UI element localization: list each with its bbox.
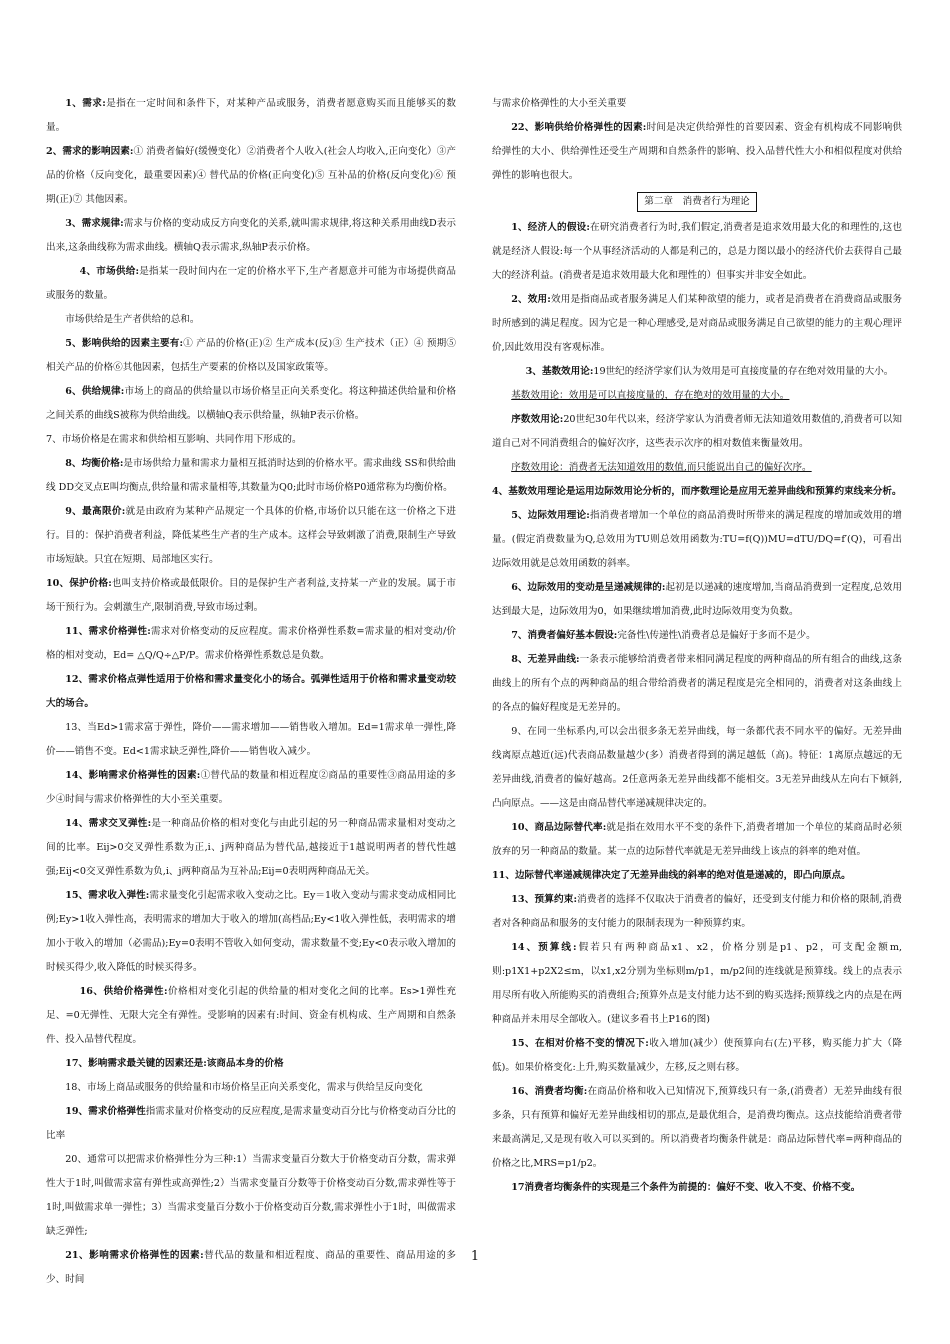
paragraph-heading: 10、保护价格: — [46, 578, 112, 589]
paragraph — [492, 288, 902, 360]
paragraph-heading: 5、影响供给的因素主要有: — [65, 338, 184, 349]
paragraph-heading: 14、预算线: — [511, 942, 577, 953]
paragraph-text: 是指在一定时间和条件下，对某种产品或服务，消费者愿意购买而且能够买的数量。 — [46, 98, 457, 133]
paragraph-text: 13、当Ed>1需求富于弹性，降价——需求增加——销售收入增加。Ed=1需求单一弹性,降价——销售不变。Ed<1需求缺乏弹性,降价——销售收入减少。 — [46, 722, 456, 757]
paragraph — [492, 360, 902, 384]
paragraph — [46, 500, 456, 572]
paragraph-text: 需求与价格的变动成反方向变化的关系,就叫需求规律,将这种关系用曲线D表示出来,这条曲线称为需求曲线。横轴Q表示需求,纵轴P表示价格。 — [46, 218, 457, 253]
paragraph — [46, 716, 456, 764]
paragraph-text: 价格相对变化引起的供给量的相对变化之间的比率。Es>1弹性充足、=0无弹性、无限大完全有弹性。受影响的因素有:时间、资金有机构成、生产周期和自然条件、投入品替代程度。 — [46, 986, 456, 1045]
paragraph-text: 是市场供给力量和需求力量相互抵消时达到的价格水平。需求曲线 SS和供给曲线 DD交叉点E叫均衡点,供给量和需求量相等,其数量为Q0;此时市场价格P0通常称为均衡价格。 — [46, 458, 456, 493]
paragraph-text: 20世纪30年代以来，经济学家认为消费者师无法知道效用数值的,消费者可以知道自己对不同消费组合的偏好次序，这些表示次序的相对数值来衡量效用。 — [492, 414, 903, 449]
paragraph — [46, 884, 456, 980]
paragraph — [492, 1176, 902, 1200]
paragraph-text: ① 消费者偏好(缓慢变化）②消费者个人收入(社会人均收入,正向变化）③产品的价格（反向变化，最重要因素)④ 替代品的价格(正向变化)⑤ 互补品的价格(反向变化)⑥ 预期(正)⑦ 其他因素。 — [46, 146, 457, 205]
paragraph-text: 指消费者增加一个单位的商品消费时所带来的满足程度的增加或效用的增量。(假定消费数量为Q,总效用为TU则总效用函数为:TU=f(Q))MU=dTU/DQ=f′(Q)，可看出边际效用就是总效用函数的斜率。 — [492, 510, 903, 569]
paragraph-text: 7、市场价格是在需求和供给相互影响、共同作用下形成的。 — [46, 434, 302, 445]
paragraph — [46, 308, 456, 332]
paragraph-text: 与需求价格弹性的大小至关重要 — [492, 98, 627, 109]
paragraph-text: 就是由政府为某种产品规定一个具体的价格,市场价以只能在这一价格之下进行。目的：保护消费者利益，降低某些生产者的生产成本。这样会导致刺激了消费,限制生产导致市场短缺。只宜在短期、局部地区实行。 — [46, 506, 456, 565]
paragraph — [46, 572, 456, 620]
paragraph — [46, 1076, 456, 1100]
paragraph-text: 需求量变化引起需求收入变动之比。Ey＝1收入变动与需求变动成相同比例;Ey>1收入弹性高，表明需求的增加大于收入的增加(高档品;Ey<1收入弹性低，表明需求的增加小于收入的增加（必需品);Ey=0表明不管收入如何变动，需求数量不变;Ey<0表示收入增加的时候买得少,收入降低的时候买得多。 — [46, 890, 456, 973]
paragraph-text: 替代品的数量和相近程度、商品的重要性、商品用途的多少、时间 — [46, 1250, 456, 1285]
paragraph — [46, 428, 456, 452]
paragraph-text: 完备性\传递性\消费者总是偏好于多而不是少。 — [617, 630, 816, 641]
paragraph — [492, 504, 902, 576]
left-column — [46, 92, 456, 1292]
paragraph-heading: 4、市场供给: — [79, 266, 140, 277]
paragraph-heading: 12、需求价格点弹性适用于价格和需求量变化小的场合。弧弹性适用于价格和需求量变动较大的场合。 — [46, 674, 456, 709]
paragraph-text: 9、在同一坐标系内,可以会出很多条无差异曲线，每一条都代表不同水平的偏好。无差异曲线离原点越近(远)代表商品数量越少(多）消费者得到的满足越低（高)。特征：1离原点越远的无差异曲线,消费者的偏好越高。2任意两条无差异曲线都不能相交。3无差异曲线从左向右下倾斜,凸向原点。——这是由商品替代率递减规律决定的。 — [492, 726, 902, 809]
paragraph — [492, 864, 902, 888]
paragraph-heading: 9、最高限价: — [65, 506, 126, 517]
paragraph-text: 指需求量对价格变动的反应程度,是需求量变动百分比与价格变动百分比的比率 — [46, 1106, 456, 1141]
paragraph — [492, 648, 902, 720]
chapter-heading: 第二章 消费者行为理论 — [637, 192, 757, 212]
paragraph-text: 也叫支持价格或最低限价。目的是保护生产者利益,支持某一产业的发展。属于市场干预行为。会刺激生产,限制消费,导致市场过剩。 — [46, 578, 456, 613]
paragraph — [492, 408, 902, 456]
paragraph — [492, 384, 902, 408]
paragraph — [492, 576, 902, 624]
paragraph — [46, 92, 456, 140]
paragraph-heading: 15、需求收入弹性: — [65, 890, 150, 901]
paragraph-heading: 序数效用论: — [511, 414, 564, 425]
paragraph-text: 19世纪的经济学家们认为效用是可直接度量的存在绝对效用量的大小。 — [593, 366, 894, 377]
paragraph-heading: 2、效用: — [511, 294, 551, 305]
paragraph-heading: 7、消费者偏好基本假设: — [511, 630, 618, 641]
paragraph-text: 市场上的商品的供给量以市场价格呈正向关系变化。将这种描述供给量和价格之间关系的曲线S被称为供给曲线。以横轴Q表示供给量，纵轴P表示价格。 — [46, 386, 457, 421]
paragraph — [492, 1032, 902, 1080]
paragraph — [46, 980, 456, 1052]
paragraph-text: 市场供给是生产者供给的总和。 — [65, 314, 200, 325]
paragraph — [46, 620, 456, 668]
paragraph — [492, 1080, 902, 1176]
paragraph — [46, 764, 456, 812]
paragraph-heading: 10、商品边际替代率: — [511, 822, 607, 833]
paragraph-heading: 3、基数效用论: — [525, 366, 594, 377]
paragraph-heading: 14、影响需求价格弹性的因素: — [65, 770, 201, 781]
paragraph — [46, 1148, 456, 1244]
paragraph-heading: 4、基数效用理论是运用边际效用论分析的，而序数理论是应用无差异曲线和预算约束线来分析。 — [492, 486, 902, 497]
paragraph-heading: 15、在相对价格不变的情况下: — [511, 1038, 649, 1049]
paragraph — [46, 140, 456, 212]
paragraph-heading: 6、边际效用的变动是呈递减规律的: — [511, 582, 666, 593]
paragraph-heading: 17消费者均衡条件的实现是三个条件为前提的：偏好不变、收入不变、价格不变。 — [511, 1182, 861, 1193]
paragraph-text: 时间是决定供给弹性的首要因素、资金有机构成不同影响供给弹性的大小、供给弹性还受生产周期和自然条件的影响、投入品替代性大小和相似程度对供给弹性的影响也很大。 — [492, 122, 902, 181]
paragraph-heading: 5、边际效用理论: — [511, 510, 590, 521]
paragraph-text: 基数效用论：效用是可以直接度量的，存在绝对的效用量的大小。 — [511, 390, 790, 401]
paragraph-text: 序数效用论：消费者无法知道效用的数值,而只能说出自己的偏好次序。 — [511, 462, 812, 473]
paragraph-text: 20、通常可以把需求价格弹性分为三种:1）当需求变量百分数大于价格变动百分数，需求弹性大于1时,叫做需求富有弹性或高弹性;2）当需求变量百分数等于价格变动百分数,需求弹性等于1时,叫做需求单一弹性；3）当需求变量百分数小于价格变动百分数,需求弹性小于1时，叫做需求缺乏弹性; — [46, 1154, 456, 1237]
paragraph-text: 消费者的选择不仅取决于消费者的偏好，还受到支付能力和价格的限制,消费者对各种商品和服务的支付能力的限制表现为一种预算约束。 — [492, 894, 902, 929]
paragraph-text: 起初是以递减的速度增加,当商品消费到一定程度,总效用达到最大是，边际效用为0，如果继续增加消费,此时边际效用变为负数。 — [492, 582, 902, 617]
paragraph-heading: 14、需求交叉弹性: — [65, 818, 152, 829]
paragraph-text: ①替代品的数量和相近程度②商品的重要性③商品用途的多少④时间与需求价格弹性的大小至关重要。 — [46, 770, 456, 805]
paragraph-text: 一条表示能够给消费者带来相同满足程度的两种商品的所有组合的曲线,这条曲线上的所有个点的两种商品的组合带给消费者的满足程度是完全相同的，消费者对这条曲线上的各点的偏好程度是无差异的。 — [492, 654, 902, 713]
paragraph — [46, 668, 456, 716]
paragraph-text: 在研究消费者行为时,我们假定,消费者是追求效用最大化的和理性的,这也就是经济人假设:每一个从事经济活动的人都是利己的，总是力图以最小的经济代价去获得自己最大的经济利益。(消费者是追求效用最大化和理性的）但事实并非安全如此。 — [492, 222, 902, 281]
chapter-heading-wrap — [492, 190, 902, 214]
paragraph — [492, 816, 902, 864]
paragraph-heading: 11、需求价格弹性: — [65, 626, 151, 637]
paragraph — [46, 212, 456, 260]
paragraph — [46, 812, 456, 884]
paragraph — [46, 380, 456, 428]
paragraph-heading: 2、需求的影响因素: — [46, 146, 134, 157]
paragraph — [492, 92, 902, 116]
paragraph-heading: 1、经济人的假设: — [511, 222, 590, 233]
paragraph — [492, 456, 902, 480]
paragraph-text: 效用是指商品或者服务满足人们某种欲望的能力，或者是消费者在消费商品或服务时所感到的满足程度。因为它是一种心理感受,是对商品或服务满足自己欲望的能力的主观心理评价,因此效用没有客观标准。 — [492, 294, 903, 353]
paragraph-heading: 19、需求价格弹性 — [65, 1106, 146, 1117]
paragraph-text: ① 产品的价格(正)② 生产成本(反)③ 生产技术（正）④ 预期⑤相关产品的价格⑥其他因素，包括生产要素的价格以及国家政策等。 — [46, 338, 457, 373]
paragraph-text: 是一种商品价格的相对变化与由此引起的另一种商品需求量相对变动之间的比率。Eij>0交叉弹性系数为正,i、j两种商品为替代品,越接近于1越说明两者的替代性越强;Eij<0交叉弹性系数为负,i、j两种商品为互补品;Eij=0表明两种商品无关。 — [46, 818, 456, 877]
right-column — [492, 92, 902, 1200]
paragraph — [492, 116, 902, 188]
paragraph-heading: 21、影响需求价格弹性的因素: — [65, 1250, 204, 1261]
paragraph — [46, 1100, 456, 1148]
paragraph-heading: 6、供给规律: — [65, 386, 125, 397]
paragraph — [492, 888, 902, 936]
paragraph-heading: 8、均衡价格: — [65, 458, 124, 469]
paragraph-text: 假若只有两种商品x1、x2，价格分别是p1、p2，可支配金额m,则:p1X1+p2X2≤m，以x1,x2分别为坐标则m/p1，m/p2间的连线就是预算线。线上的点表示用尽所有收入所能购买的消费组合;预算外点是支付能力达不到的购买选择;预算线之内的点是在两种商品并未用尽全部收入。(建议多看书上P16的图) — [492, 942, 902, 1025]
paragraph — [492, 480, 902, 504]
paragraph — [492, 216, 902, 288]
paragraph — [46, 1052, 456, 1076]
paragraph-text: 是指某一段时间内在一定的价格水平下,生产者愿意并可能为市场提供商品或服务的数量。 — [46, 266, 456, 301]
paragraph-text: 18、市场上商品或服务的供给量和市场价格呈正向关系变化，需求与供给呈反向变化 — [65, 1082, 423, 1093]
paragraph — [46, 332, 456, 380]
paragraph-heading: 3、需求规律: — [65, 218, 124, 229]
paragraph-text: 就是指在效用水平不变的条件下,消费者增加一个单位的某商品时必须放弃的另一种商品的数量。某一点的边际替代率就是无差异曲线上该点的斜率的绝对值。 — [492, 822, 902, 857]
page-number: 1 — [470, 1249, 480, 1264]
paragraph-text: 收入增加(减少）使预算向右(左)平移，购买能力扩大（降低)。如果价格变化:上升,购买数量减少，左移,反之则右移。 — [492, 1038, 902, 1073]
paragraph-heading: 16、消费者均衡: — [511, 1086, 588, 1097]
paragraph — [492, 720, 902, 816]
paragraph — [46, 452, 456, 500]
paragraph-heading: 22、影响供给价格弹性的因素: — [511, 122, 647, 133]
paragraph — [46, 260, 456, 308]
paragraph-heading: 8、无差异曲线: — [511, 654, 580, 665]
paragraph — [492, 936, 902, 1032]
paragraph-heading: 16、供给价格弹性: — [79, 986, 168, 997]
paragraph-heading: 17、影响需求最关键的因素还是:该商品本身的价格 — [65, 1058, 284, 1069]
paragraph-heading: 1、需求: — [65, 98, 106, 109]
paragraph-heading: 11、边际替代率递减规律决定了无差异曲线的斜率的绝对值是递减的，即凸向原点。 — [492, 870, 851, 881]
paragraph-heading: 13、预算约束: — [511, 894, 577, 905]
paragraph-text: 在商品价格和收入已知情况下,预算线只有一条,(消费者）无差异曲线有很多条，只有预算和偏好无差异曲线相切的那点,是最优组合，是消费均衡点。这点技能给消费者带来最高满足,又是现有收入可以买到的。所以消费者均衡条件就是：商品边际替代率=两种商品的价格之比,MRS=p1/p2。 — [492, 1086, 902, 1169]
paragraph-text: 需求对价格变动的反应程度。需求价格弹性系数=需求量的相对变动/价格的相对变动，Ed= △Q/Q÷△P/P。需求价格弹性系数总是负数。 — [46, 626, 456, 661]
paragraph — [492, 624, 902, 648]
